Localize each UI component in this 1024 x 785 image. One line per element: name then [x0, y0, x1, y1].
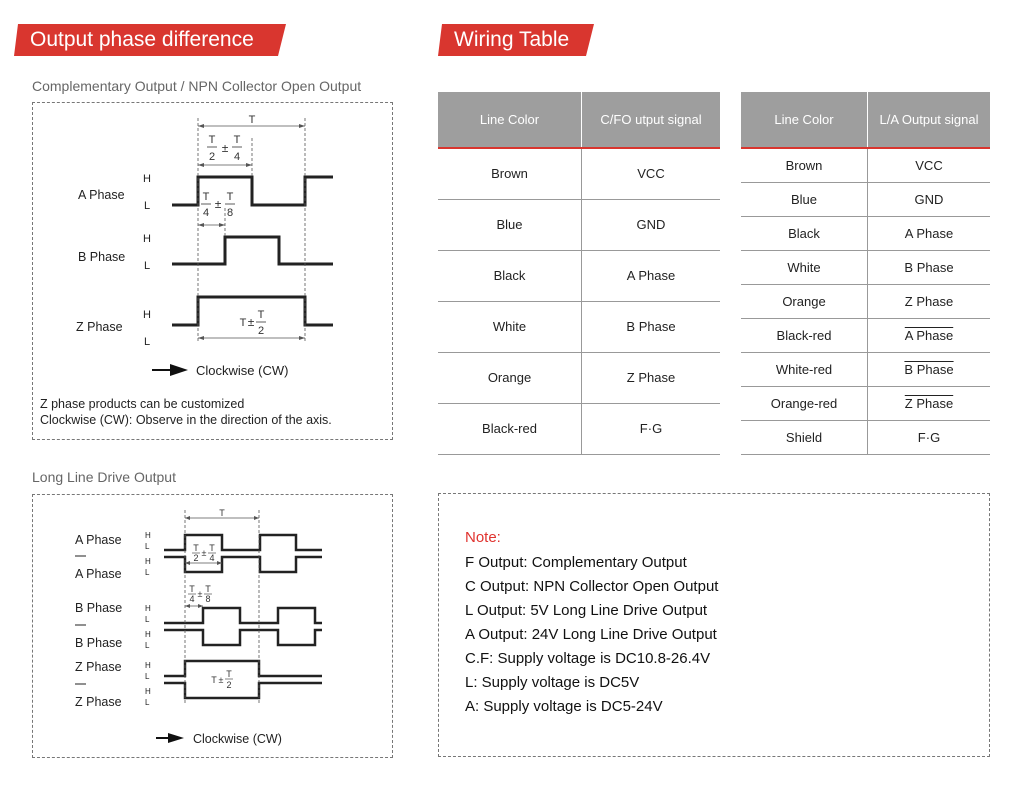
table-row [438, 301, 720, 352]
a-phase-label: A Phase [78, 188, 125, 202]
note-line: F Output: Complementary Output [465, 554, 687, 571]
low-level-label: L [145, 615, 150, 624]
signal-cell: VCC [582, 148, 721, 199]
plus-minus-symbol: ± [221, 141, 229, 155]
signal-cell: F·G [582, 403, 721, 454]
low-level-label: L [144, 200, 151, 212]
table-row [741, 386, 990, 420]
fraction-numerator: T [257, 309, 265, 321]
signal-cell: GND [582, 199, 721, 250]
z-period-t: T [211, 675, 217, 685]
low-level-label: L [145, 641, 150, 650]
z-bar-phase-label: Z Phase [75, 695, 122, 709]
line-color-cell: White-red [741, 352, 868, 386]
signal-cell: B Phase [582, 301, 721, 352]
z-phase-custom-note: Z phase products can be customized [40, 397, 245, 411]
fraction-denominator: 2 [193, 553, 199, 563]
table-row [438, 148, 720, 199]
table-header-line-color: Line Color [438, 92, 582, 148]
table-row [741, 318, 990, 352]
high-level-label: H [145, 604, 151, 613]
z-period-t: T [239, 317, 247, 329]
table-header-signal: C/FO utput signal [582, 92, 721, 148]
table-row [741, 182, 990, 216]
low-level-label: L [144, 260, 151, 272]
a-bar-phase-waveform [164, 557, 322, 572]
section-title-wiring: Wiring Table [454, 28, 570, 51]
line-color-cell: Orange-red [741, 386, 868, 420]
fraction-numerator: T [189, 584, 195, 594]
note-title: Note: [465, 529, 501, 546]
note-line: L Output: 5V Long Line Drive Output [465, 602, 708, 619]
plus-minus-symbol: ± [197, 589, 203, 599]
high-level-label: H [145, 630, 151, 639]
fraction-numerator: T [205, 584, 211, 594]
low-level-label: L [145, 568, 150, 577]
wiring-table-la [741, 92, 990, 455]
table-row [741, 250, 990, 284]
section-title-phase: Output phase difference [30, 28, 254, 51]
fraction-denominator: 4 [209, 553, 215, 563]
table-row [438, 199, 720, 250]
line-color-cell: Blue [438, 199, 582, 250]
period-label: T [219, 508, 225, 518]
a-bar-phase-label: A Phase [75, 567, 122, 581]
table-row [438, 403, 720, 454]
clockwise-label: Clockwise (CW) [196, 363, 289, 378]
complementary-subtitle: Complementary Output / NPN Collector Open Output [32, 78, 362, 94]
b-phase-waveform [164, 608, 322, 623]
signal-cell: F·G [868, 420, 991, 454]
fraction-numerator: T [233, 134, 241, 146]
plus-minus-symbol: ± [247, 315, 255, 329]
low-level-label: L [145, 542, 150, 551]
high-level-label: H [143, 173, 151, 185]
table-row [741, 148, 990, 182]
signal-cell: A Phase [868, 216, 991, 250]
long-line-subtitle: Long Line Drive Output [32, 469, 176, 485]
notes-box [438, 493, 990, 757]
b-phase-label: B Phase [75, 601, 123, 615]
high-level-label: H [143, 309, 151, 321]
line-color-cell: Orange [438, 352, 582, 403]
period-label: T [248, 114, 256, 126]
high-level-label: H [145, 531, 151, 540]
fraction-numerator: T [209, 543, 215, 553]
line-color-cell: Black-red [438, 403, 582, 454]
fraction-numerator: T [208, 134, 216, 146]
signal-cell: B Phase [868, 250, 991, 284]
wiring-table-cfo [438, 92, 720, 455]
clockwise-label: Clockwise (CW) [193, 732, 282, 746]
signal-cell: GND [868, 182, 991, 216]
low-level-label: L [144, 336, 151, 348]
fraction-denominator: 4 [189, 594, 195, 604]
b-phase-label: B Phase [78, 250, 126, 264]
table-row [741, 216, 990, 250]
fraction-numerator: T [226, 669, 232, 679]
note-line: C Output: NPN Collector Open Output [465, 578, 719, 595]
line-color-cell: Black [438, 250, 582, 301]
fraction-denominator: 8 [205, 594, 211, 604]
line-color-cell: White [438, 301, 582, 352]
high-level-label: H [145, 557, 151, 566]
z-phase-waveform [164, 661, 322, 676]
high-level-label: H [145, 687, 151, 696]
line-color-cell: Brown [438, 148, 582, 199]
line-color-cell: Blue [741, 182, 868, 216]
note-line: A Output: 24V Long Line Drive Output [465, 626, 717, 643]
clockwise-definition-note: Clockwise (CW): Observe in the direction of the axis. [40, 413, 332, 427]
signal-cell: A Phase [868, 318, 991, 352]
fraction-denominator: 8 [226, 207, 234, 219]
line-color-cell: Black-red [741, 318, 868, 352]
signal-cell: Z Phase [868, 386, 991, 420]
signal-cell: B Phase [868, 352, 991, 386]
line-color-cell: Brown [741, 148, 868, 182]
signal-cell: A Phase [582, 250, 721, 301]
line-color-cell: Black [741, 216, 868, 250]
b-bar-phase-label: B Phase [75, 636, 123, 650]
fraction-numerator: T [202, 191, 210, 203]
low-level-label: L [145, 698, 150, 707]
fraction-numerator: T [193, 543, 199, 553]
note-line: L: Supply voltage is DC5V [465, 674, 640, 691]
a-phase-label: A Phase [75, 533, 122, 547]
table-row [741, 284, 990, 318]
z-phase-label: Z Phase [75, 660, 122, 674]
fraction-denominator: 2 [226, 680, 232, 690]
plus-minus-symbol: ± [201, 548, 207, 558]
fraction-numerator: T [226, 191, 234, 203]
low-level-label: L [145, 672, 150, 681]
table-row [741, 420, 990, 454]
table-header-signal: L/A Output signal [868, 92, 991, 148]
plus-minus-symbol: ± [218, 675, 224, 685]
fraction-denominator: 4 [202, 207, 210, 219]
note-line: A: Supply voltage is DC5-24V [465, 698, 663, 715]
plus-minus-symbol: ± [214, 197, 222, 211]
high-level-label: H [143, 233, 151, 245]
fraction-denominator: 2 [257, 325, 265, 337]
fraction-denominator: 2 [208, 151, 216, 163]
line-color-cell: Orange [741, 284, 868, 318]
line-color-cell: White [741, 250, 868, 284]
high-level-label: H [145, 661, 151, 670]
table-row [438, 250, 720, 301]
z-phase-label: Z Phase [76, 320, 123, 334]
b-bar-phase-waveform [164, 630, 322, 645]
a-phase-waveform [164, 535, 322, 550]
note-line: C.F: Supply voltage is DC10.8-26.4V [465, 650, 711, 667]
table-header-line-color: Line Color [741, 92, 868, 148]
signal-cell: Z Phase [868, 284, 991, 318]
signal-cell: VCC [868, 148, 991, 182]
signal-cell: Z Phase [582, 352, 721, 403]
clockwise-arrow-icon [156, 733, 184, 743]
fraction-denominator: 4 [233, 151, 241, 163]
table-row [741, 352, 990, 386]
table-row [438, 352, 720, 403]
z-bar-phase-waveform [164, 683, 322, 698]
line-color-cell: Shield [741, 420, 868, 454]
